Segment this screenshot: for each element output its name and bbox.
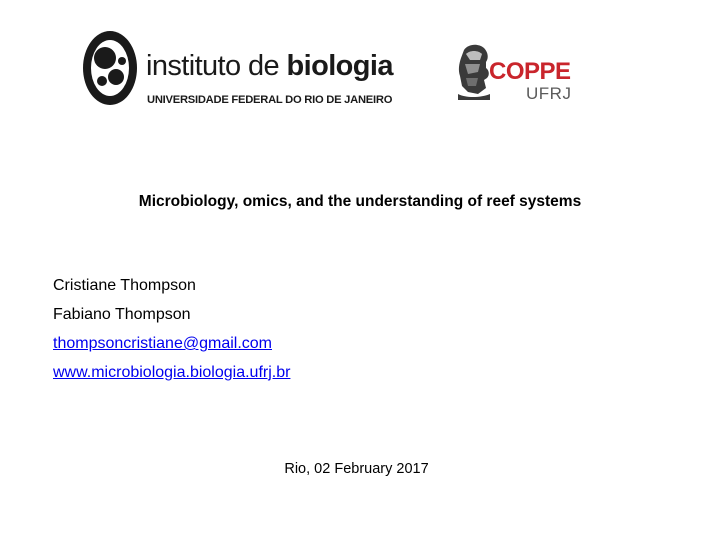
coppe-name: COPPE [489,58,571,85]
coppe-logo [456,40,586,110]
author-name: Fabiano Thompson [53,306,191,323]
presentation-title: Microbiology, omics, and the understanding of reef systems [138,193,582,210]
email-link[interactable]: thompsoncristiane@gmail.com [53,335,272,352]
instituto-de-biologia-name [146,50,393,82]
coppe-helmeted-head-icon [456,42,492,100]
website-link[interactable]: www.microbiologia.biologia.ufrj.br [53,364,291,381]
instituto-name-bold: biologia [286,50,393,82]
instituto-subtitle: UNIVERSIDADE FEDERAL DO RIO DE JANEIRO [147,94,393,106]
coppe-subtitle: UFRJ [526,84,572,103]
email-line [53,332,290,361]
author-name: Cristiane Thompson [53,277,196,294]
presentation-date: Rio, 02 February 2017 [284,461,429,477]
author-block [53,274,290,390]
instituto-de-biologia-emblem-icon [80,28,142,108]
instituto-name-light: instituto de [146,50,287,82]
instituto-de-biologia-logo [80,28,393,114]
website-line [53,361,290,390]
